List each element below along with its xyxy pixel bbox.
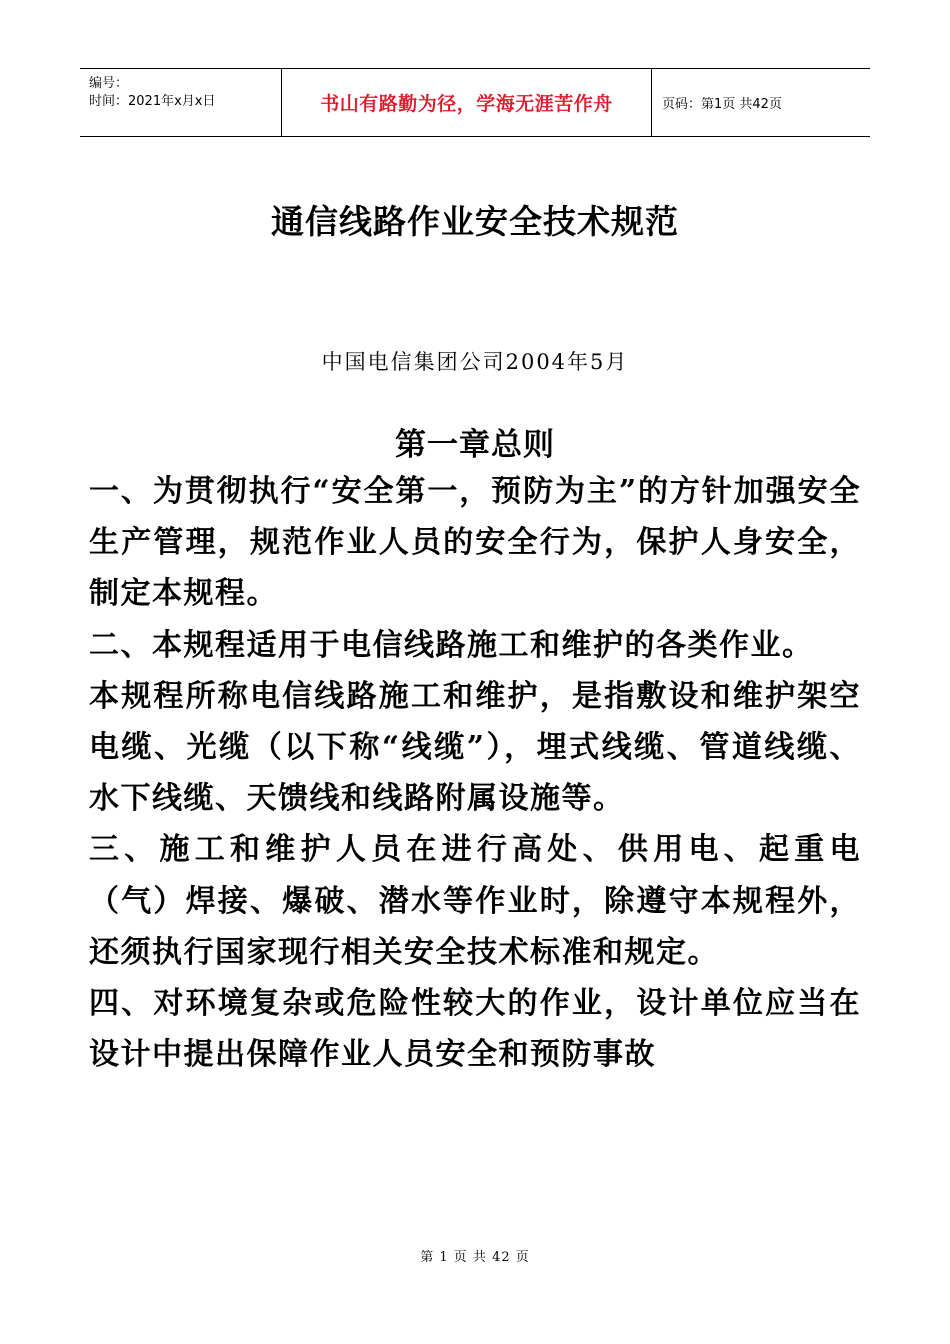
paragraph: 一、为贯彻执行“安全第一，预防为主”的方针加强安全生产管理，规范作业人员的安全行为，保护人身安全，制定本规程。 xyxy=(89,474,861,612)
header-page-label: 页码：第1页 共42页 xyxy=(662,97,782,112)
document-title: 通信线路作业安全技术规范 xyxy=(271,202,679,241)
chapter-heading: 第一章总则 xyxy=(395,427,555,463)
time-label: 时间：2021年x月x日 xyxy=(89,94,216,109)
page-header xyxy=(80,68,870,137)
header-motto: 书山有路勤为径，学海无涯苦作舟 xyxy=(282,69,652,136)
paragraph: 三、施工和维护人员在进行高处、供用电、起重电（气）焊接、爆破、潜水等作业时，除遵守本规程外，还须执行国家现行相关安全技术标准和规定。 xyxy=(89,832,861,970)
number-label: 编号： xyxy=(89,76,129,91)
paragraph: 四、对环境复杂或危险性较大的作业，设计单位应当在设计中提出保障作业人员安全和预防事故 xyxy=(89,986,861,1073)
paragraph: 本规程所称电信线路施工和维护，是指敷设和维护架空电缆、光缆（以下称“线缆”），埋式线缆、管道线缆、水下线缆、天馈线和线路附属设施等。 xyxy=(89,678,861,817)
document-body xyxy=(89,466,861,1080)
paragraph: 二、本规程适用于电信线路施工和维护的各类作业。 xyxy=(89,627,814,663)
header-meta xyxy=(80,69,282,136)
page-footer: 第 1 页 共 42 页 xyxy=(420,1250,530,1265)
document-issuer: 中国电信集团公司2004年5月 xyxy=(321,350,629,374)
